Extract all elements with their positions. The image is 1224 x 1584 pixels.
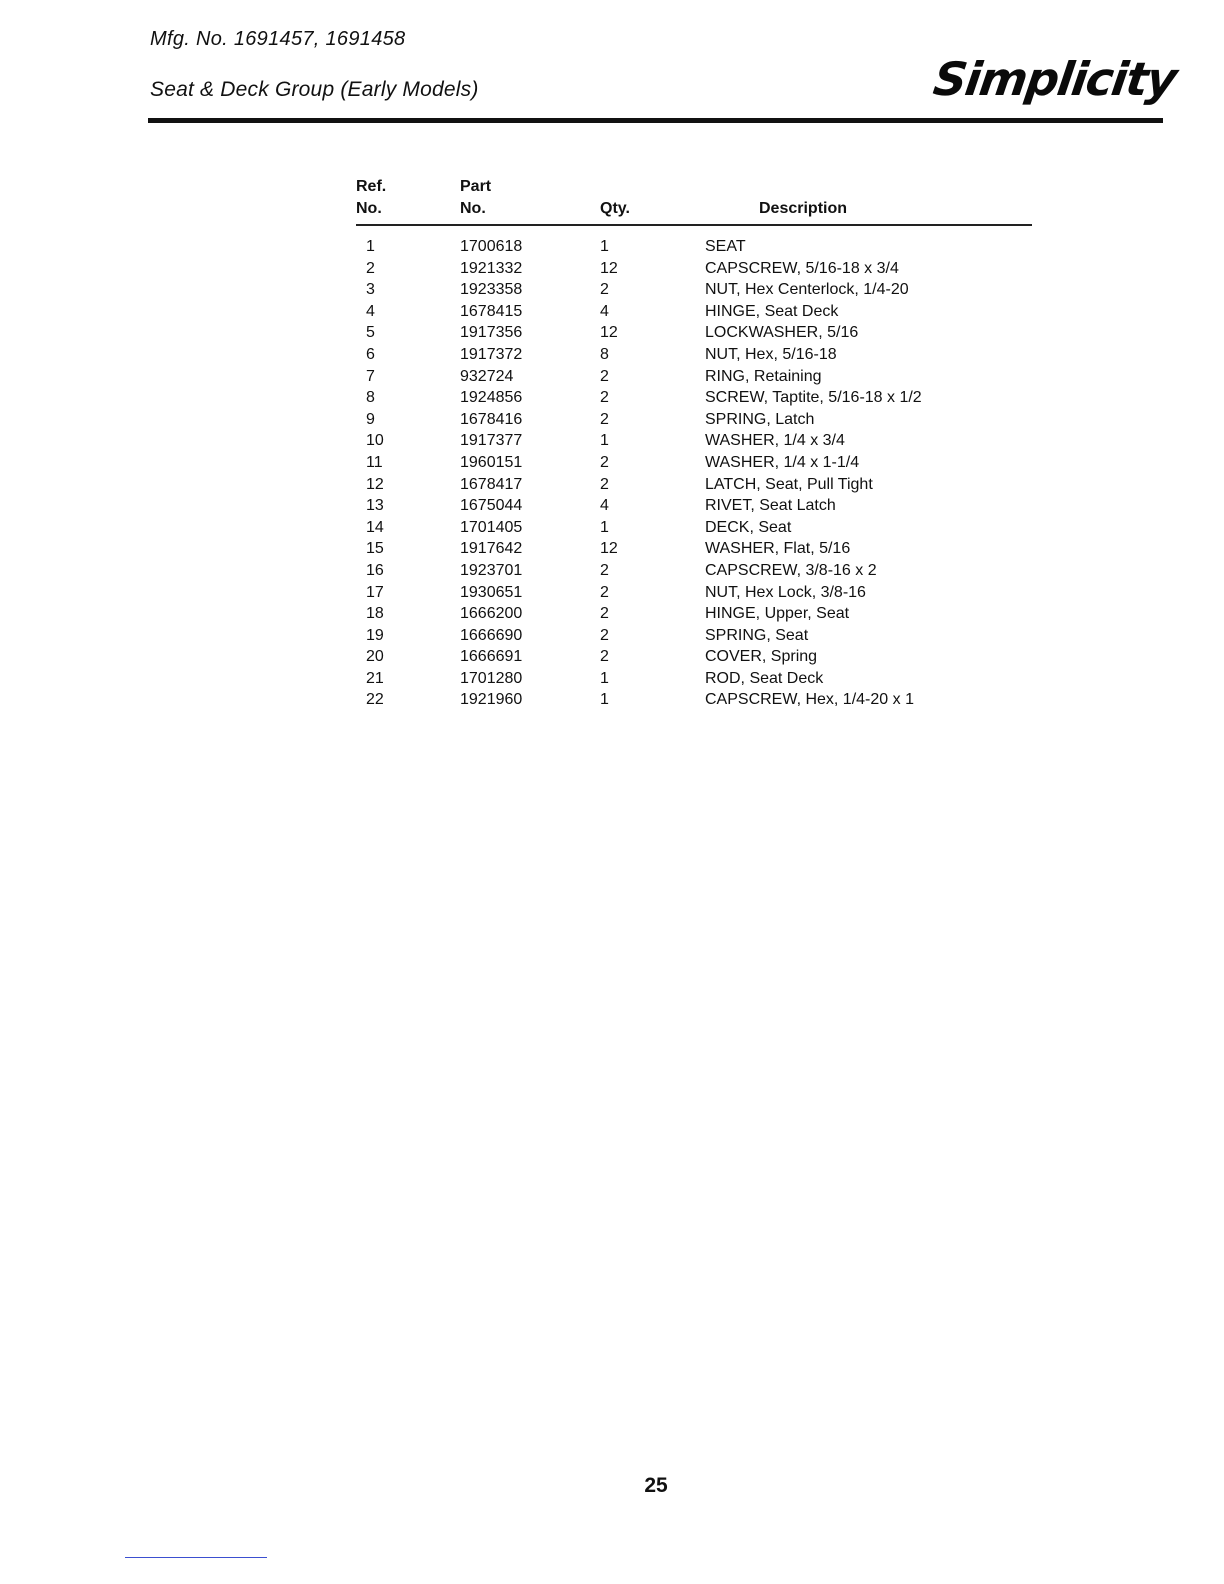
qty-cell: 1 [600,432,609,450]
table-row [356,366,1032,388]
description-cell: HINGE, Upper, Seat [705,605,850,623]
table-row [356,646,1032,668]
part-number-cell: 1917377 [460,432,523,450]
table-row [356,689,1032,711]
part-number-cell: 1666690 [460,626,523,644]
part-number-cell: 1675044 [460,497,523,515]
part-number-cell: 1960151 [460,453,523,471]
description-cell: COVER, Spring [705,648,818,666]
table-row [356,279,1032,301]
table-row [356,538,1032,560]
ref-cell: 10 [366,432,384,450]
table-row [356,258,1032,280]
ref-cell: 19 [366,626,384,644]
qty-cell: 12 [600,540,618,558]
part-number-cell: 1701405 [460,518,523,536]
qty-cell: 4 [600,302,609,320]
ref-cell: 1 [366,238,375,255]
table-row [356,603,1032,625]
ref-cell: 13 [366,497,384,515]
qty-cell: 2 [600,389,609,407]
qty-cell: 4 [600,497,609,515]
table-row [356,322,1032,344]
qty-cell: 2 [600,561,609,579]
ref-cell: 2 [366,259,375,277]
table-row [356,387,1032,409]
part-no-header: Part No. [460,176,600,225]
table-row [356,582,1032,604]
description-cell: HINGE, Seat Deck [705,302,839,320]
qty-cell: 1 [600,669,609,687]
part-number-cell: 1923701 [460,561,523,579]
description-cell: WASHER, Flat, 5/16 [705,540,851,558]
ref-cell: 9 [366,410,375,428]
qty-cell: 2 [600,605,609,623]
description-cell: CAPSCREW, 3/8-16 x 2 [705,561,877,579]
mfg-number: Mfg. No. 1691457, 1691458 [150,28,406,50]
part-number-cell: 1921960 [460,691,523,709]
table-row [356,225,1032,258]
ref-cell: 18 [366,605,384,623]
description-cell: RING, Retaining [705,367,822,385]
ref-cell: 3 [366,281,375,299]
table-row [356,517,1032,539]
qty-cell: 2 [600,583,609,601]
table-row [356,452,1032,474]
ref-cell: 16 [366,561,384,579]
qty-cell: 2 [600,453,609,471]
ref-cell: 15 [366,540,384,558]
ref-cell: 22 [366,691,384,709]
brand-logo: Simplicity [930,52,1180,106]
description-cell: LOCKWASHER, 5/16 [705,324,859,342]
description-cell: SPRING, Latch [705,410,815,428]
qty-cell: 2 [600,475,609,493]
ref-cell: 4 [366,302,375,320]
part-number-cell: 1917642 [460,540,523,558]
header-divider [148,118,1163,123]
table-row [356,668,1032,690]
ref-cell: 14 [366,518,384,536]
description-cell: LATCH, Seat, Pull Tight [705,475,873,493]
part-number-cell: 1700618 [460,238,523,255]
description-cell: NUT, Hex, 5/16-18 [705,345,837,363]
description-cell: ROD, Seat Deck [705,669,824,687]
parts-table [356,176,1032,711]
qty-cell: 2 [600,410,609,428]
ref-cell: 6 [366,345,375,363]
ref-cell: 11 [366,453,383,471]
table-row [356,344,1032,366]
qty-cell: 1 [600,238,609,255]
table-header-row [356,176,1032,225]
description-cell: SPRING, Seat [705,626,809,644]
part-number-cell: 1917372 [460,345,523,363]
qty-cell: 12 [600,259,618,277]
description-cell: SEAT [705,238,746,255]
footer-divider [125,1557,267,1558]
description-cell: DECK, Seat [705,518,792,536]
qty-cell: 2 [600,626,609,644]
part-number-cell: 1678417 [460,475,523,493]
description-cell: CAPSCREW, Hex, 1/4-20 x 1 [705,691,914,709]
page-number: 25 [644,1474,668,1497]
description-cell: SCREW, Taptite, 5/16-18 x 1/2 [705,389,922,407]
qty-cell: 12 [600,324,618,342]
part-number-cell: 1678416 [460,410,523,428]
ref-cell: 17 [366,583,384,601]
ref-cell: 20 [366,648,384,666]
qty-header: Qty. [600,176,705,225]
description-cell: WASHER, 1/4 x 1-1/4 [705,453,860,471]
description-cell: WASHER, 1/4 x 3/4 [705,432,845,450]
table-row [356,430,1032,452]
ref-cell: 7 [366,367,375,385]
table-row [356,409,1032,431]
page-title: Seat & Deck Group (Early Models) [150,78,479,101]
part-number-cell: 1921332 [460,259,523,277]
ref-cell: 21 [366,669,384,687]
part-number-cell: 1666691 [460,648,523,666]
table-row [356,495,1032,517]
description-cell: NUT, Hex Lock, 3/8-16 [705,583,866,601]
part-number-cell: 1924856 [460,389,523,407]
ref-no-header: Ref. No. [356,176,460,225]
part-number-cell: 932724 [460,367,514,385]
part-number-cell: 1701280 [460,669,523,687]
part-number-cell: 1678415 [460,302,523,320]
ref-cell: 12 [366,475,384,493]
qty-cell: 2 [600,648,609,666]
description-cell: CAPSCREW, 5/16-18 x 3/4 [705,259,899,277]
table-row [356,625,1032,647]
table-row [356,474,1032,496]
description-cell: NUT, Hex Centerlock, 1/4-20 [705,281,909,299]
parts-table-body [356,225,1032,711]
qty-cell: 8 [600,345,609,363]
part-number-cell: 1930651 [460,583,523,601]
qty-cell: 1 [600,691,609,709]
qty-cell: 1 [600,518,609,536]
part-number-cell: 1923358 [460,281,523,299]
part-number-cell: 1666200 [460,605,523,623]
table-row [356,560,1032,582]
part-number-cell: 1917356 [460,324,523,342]
table-row [356,301,1032,323]
qty-cell: 2 [600,367,609,385]
ref-cell: 5 [366,324,375,342]
ref-cell: 8 [366,389,375,407]
description-header: Description [705,176,1032,225]
qty-cell: 2 [600,281,609,299]
description-cell: RIVET, Seat Latch [705,497,836,515]
